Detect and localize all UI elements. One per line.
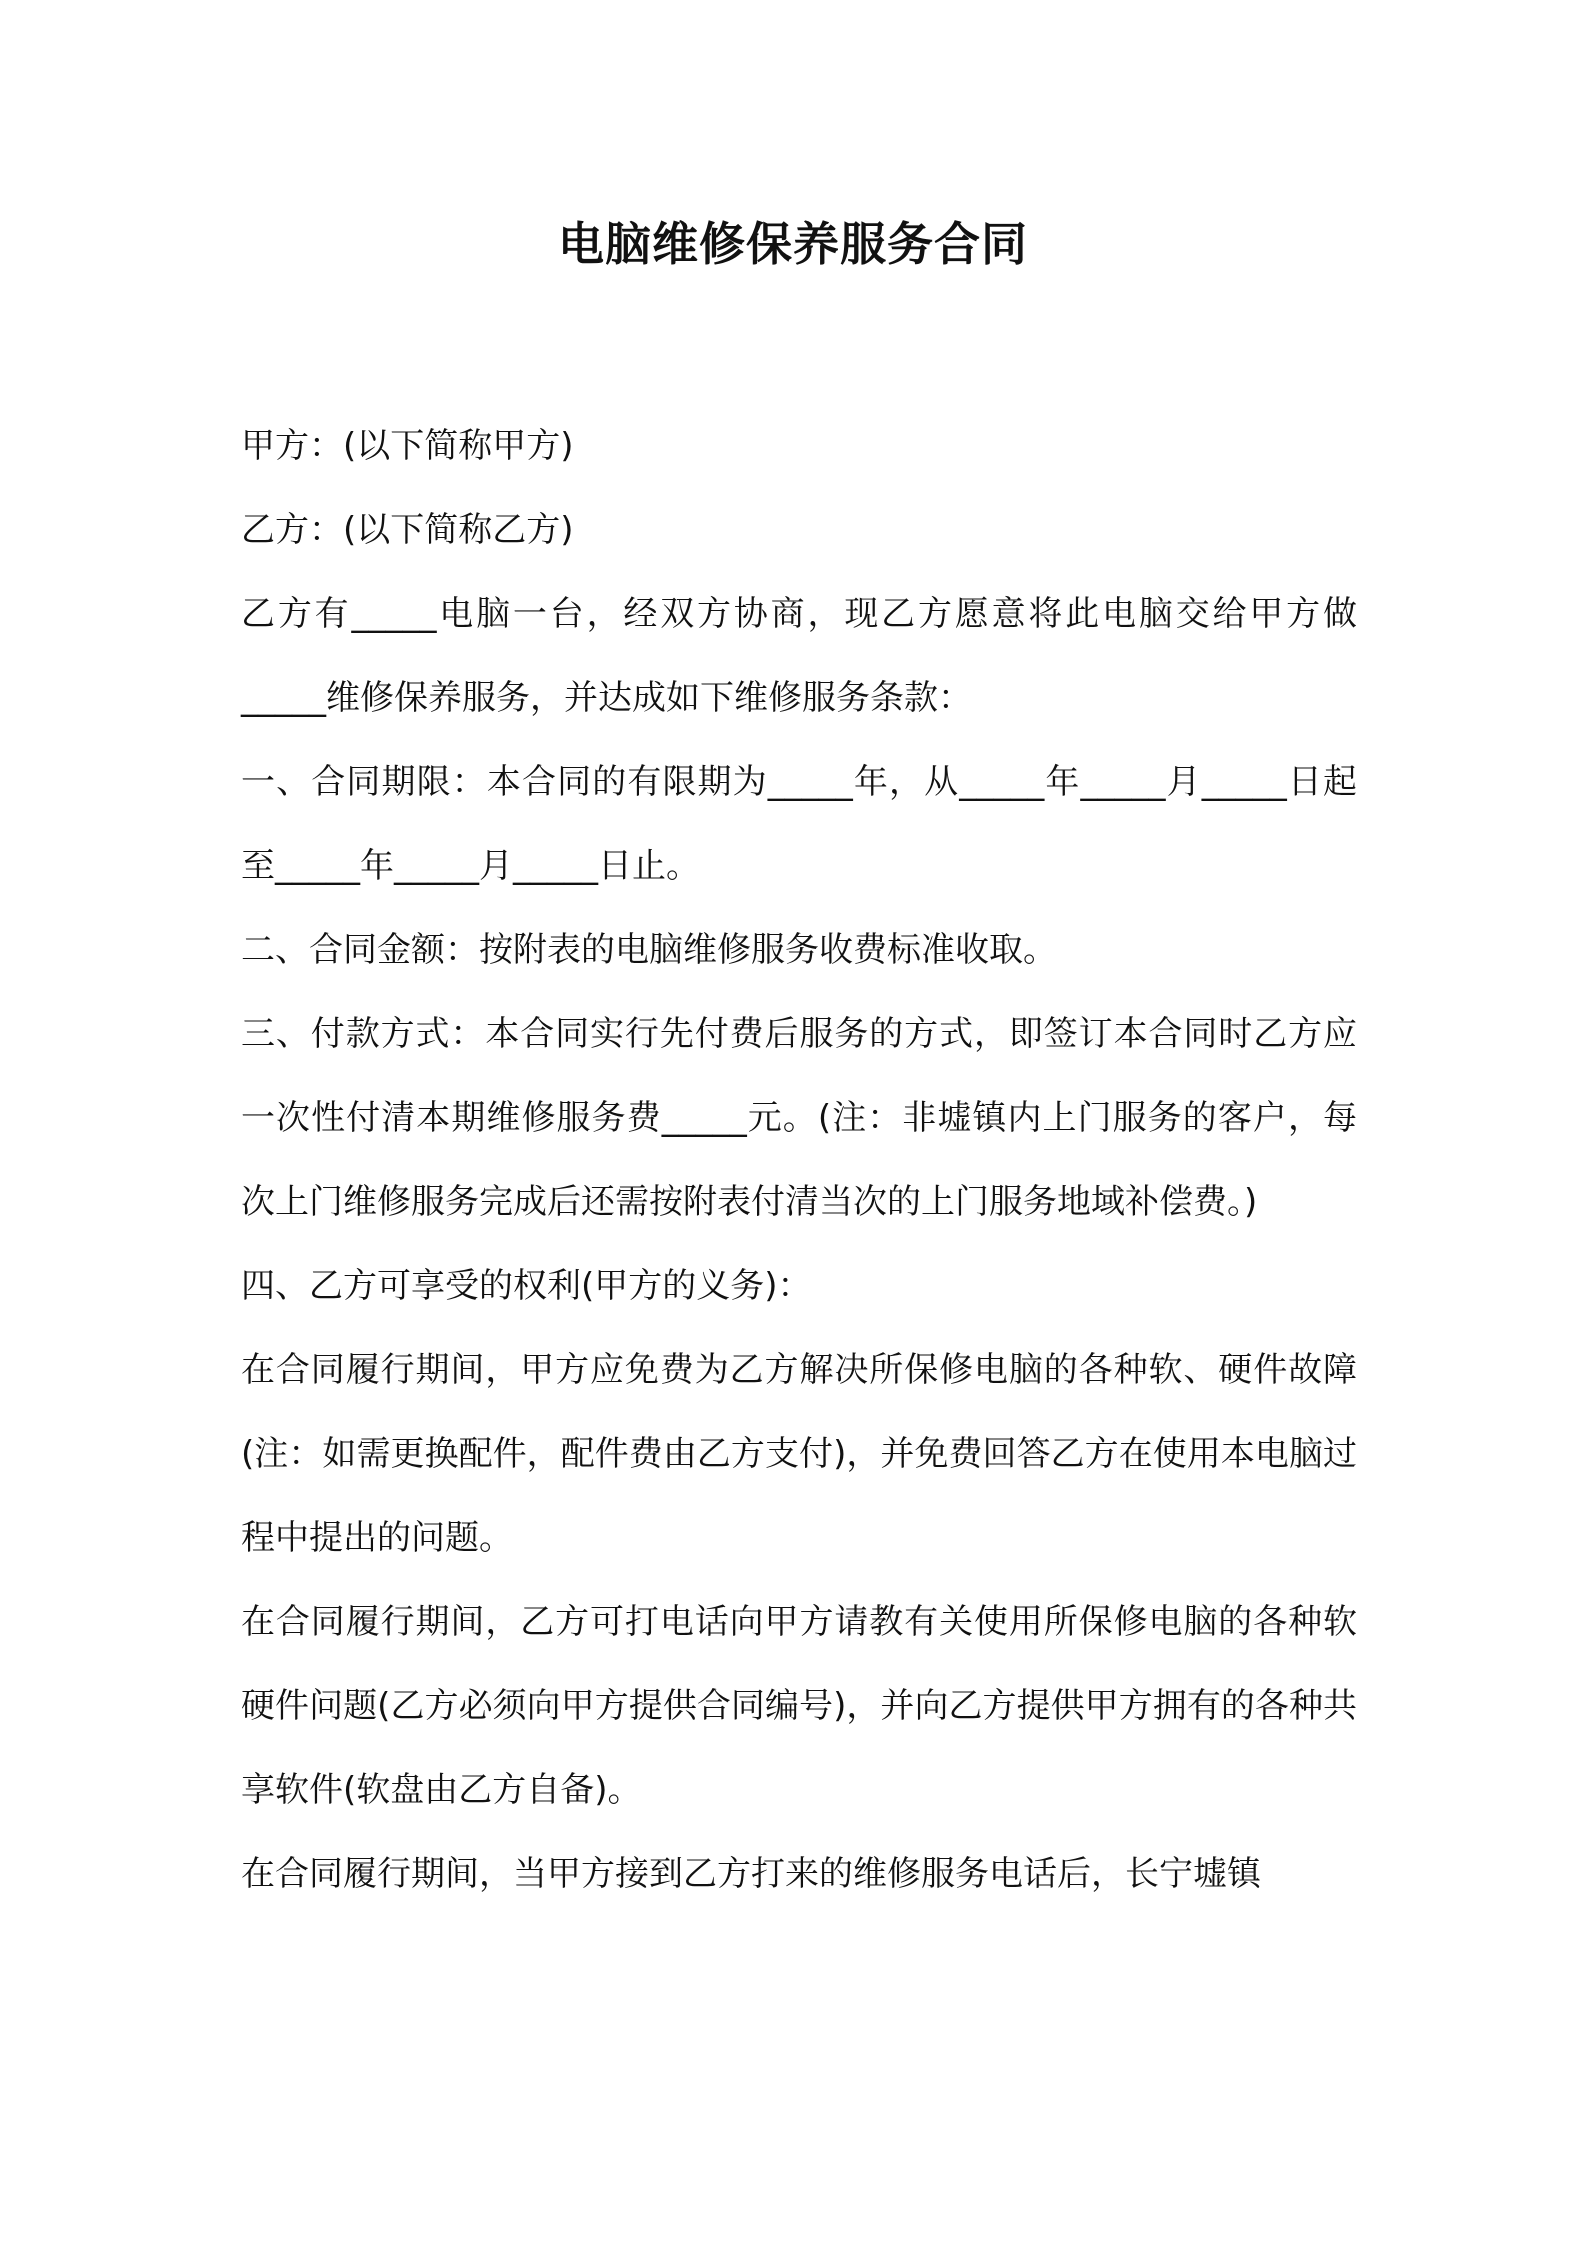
contract-body [241, 404, 1357, 1916]
intro-paragraph: 乙方有_____电脑一台，经双方协商，现乙方愿意将此电脑交给甲方做_____维修保养服务，并达成如下维修服务条款： [241, 594, 1357, 718]
party-b-line: 乙方：(以下简称乙方) [241, 510, 574, 550]
contract-title: 电脑维修保养服务合同 [558, 217, 1028, 271]
amount-clause: 二、合同金额：按附表的电脑维修服务收费标准收取。 [241, 930, 1057, 970]
payment-clause: 三、付款方式：本合同实行先付费后服务的方式，即签订本合同时乙方应一次性付清本期维修服务费_____元。(注：非墟镇内上门服务的客户，每次上门维修服务完成后还需按附表付清当次的上门服务地域补偿费。) [241, 1014, 1357, 1222]
rights-paragraph-1: 在合同履行期间，甲方应免费为乙方解决所保修电脑的各种软、硬件故障(注：如需更换配件，配件费由乙方支付)，并免费回答乙方在使用本电脑过程中提出的问题。 [241, 1350, 1357, 1558]
rights-paragraph-3: 在合同履行期间，当甲方接到乙方打来的维修服务电话后，长宁墟镇 [241, 1854, 1261, 1894]
rights-heading: 四、乙方可享受的权利(甲方的义务)： [241, 1266, 812, 1306]
party-a-line: 甲方：(以下简称甲方) [241, 426, 574, 466]
term-clause: 一、合同期限：本合同的有限期为_____年，从_____年_____月_____日起至_____年_____月_____日止。 [241, 762, 1357, 886]
rights-paragraph-2: 在合同履行期间，乙方可打电话向甲方请教有关使用所保修电脑的各种软硬件问题(乙方必须向甲方提供合同编号)，并向乙方提供甲方拥有的各种共享软件(软盘由乙方自备)。 [241, 1602, 1357, 1810]
